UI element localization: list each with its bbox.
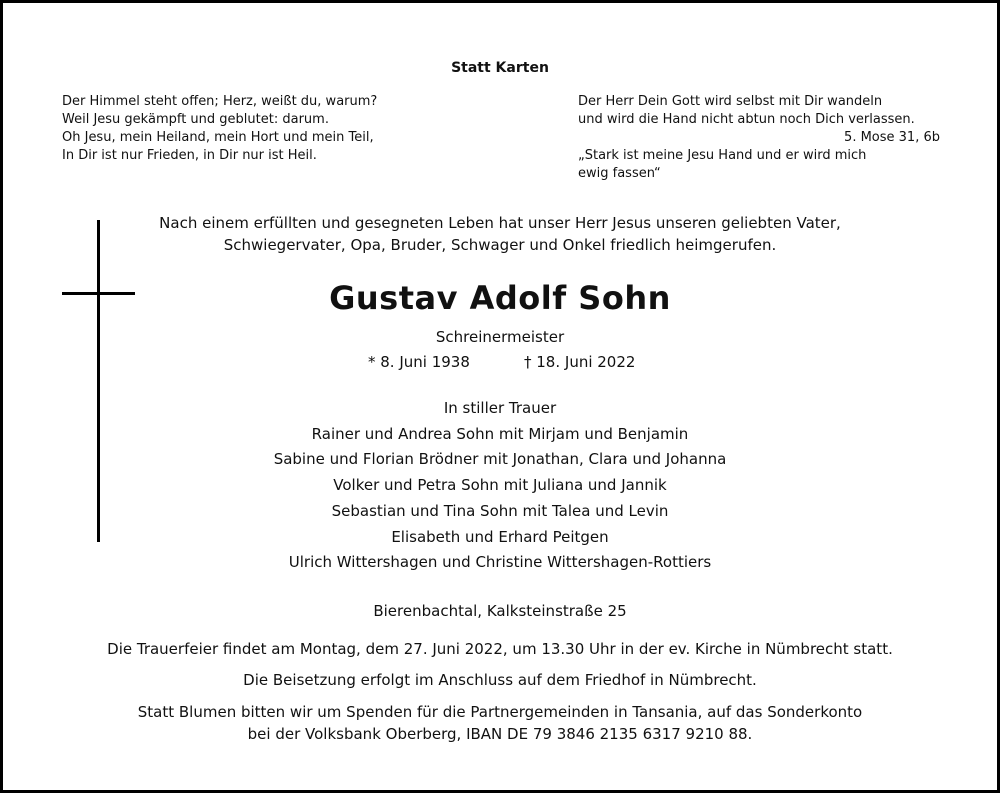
mourners-heading: In stiller Trauer xyxy=(443,399,557,417)
address: Bierenbachtal, Kalksteinstraße 25 xyxy=(373,602,627,620)
mourner-entry: Sabine und Florian Brödner mit Jonathan, Clara und Johanna xyxy=(273,450,727,469)
death-date: † 18. Juni 2022 xyxy=(524,353,636,371)
header-title: Statt Karten xyxy=(451,60,549,76)
funeral-info: Die Trauerfeier findet am Montag, dem 27. Juni 2022, um 13.30 Uhr in der ev. Kirche in Nümbrecht statt. xyxy=(107,640,893,658)
verse-right-line: Der Herr Dein Gott wird selbst mit Dir wandeln xyxy=(578,94,883,109)
verse-left-line: Der Himmel steht offen; Herz, weißt du, warum? xyxy=(62,94,378,109)
verse-left-line: Oh Jesu, mein Heiland, mein Hort und mein Teil, xyxy=(62,130,374,145)
verse-left-line: In Dir ist nur Frieden, in Dir nur ist Heil. xyxy=(62,148,317,163)
mourner-entry: Rainer und Andrea Sohn mit Mirjam und Benjamin xyxy=(311,424,689,443)
mourner-entry: Ulrich Wittershagen und Christine Wittershagen-Rottiers xyxy=(288,553,712,572)
donation-info xyxy=(0,701,1000,745)
burial-info: Die Beisetzung erfolgt im Anschluss auf dem Friedhof in Nümbrecht. xyxy=(243,671,757,689)
donation-line: Statt Blumen bitten wir um Spenden für die Partnergemeinden in Tansania, auf das Sonderkonto xyxy=(137,703,863,721)
intro-text xyxy=(0,212,1000,256)
verse-quote-line: ewig fassen“ xyxy=(578,166,661,181)
birth-date: * 8. Juni 1938 xyxy=(368,353,470,371)
donation-line: bei der Volksbank Oberberg, IBAN DE 79 3846 2135 6317 9210 88. xyxy=(247,725,753,743)
verse-reference: 5. Mose 31, 6b xyxy=(844,130,940,145)
intro-line: Nach einem erfüllten und gesegneten Leben hat unser Herr Jesus unseren geliebten Vater, xyxy=(159,214,841,232)
verse-quote-line: „Stark ist meine Jesu Hand und er wird mich xyxy=(578,148,867,163)
verse-right-line: und wird die Hand nicht abtun noch Dich verlassen. xyxy=(578,112,915,127)
mourners-list xyxy=(0,396,1000,576)
profession: Schreinermeister xyxy=(435,328,565,346)
verse-right xyxy=(578,93,940,183)
mourner-entry: Elisabeth und Erhard Peitgen xyxy=(391,527,609,546)
verse-left xyxy=(62,93,377,165)
mourner-entry: Sebastian und Tina Sohn mit Talea und Levin xyxy=(331,501,669,520)
deceased-name: Gustav Adolf Sohn xyxy=(329,279,671,317)
intro-line: Schwiegervater, Opa, Bruder, Schwager und Onkel friedlich heimgerufen. xyxy=(223,236,777,254)
verse-left-line: Weil Jesu gekämpft und geblutet: darum. xyxy=(62,112,329,127)
mourner-entry: Volker und Petra Sohn mit Juliana und Jannik xyxy=(333,476,667,495)
